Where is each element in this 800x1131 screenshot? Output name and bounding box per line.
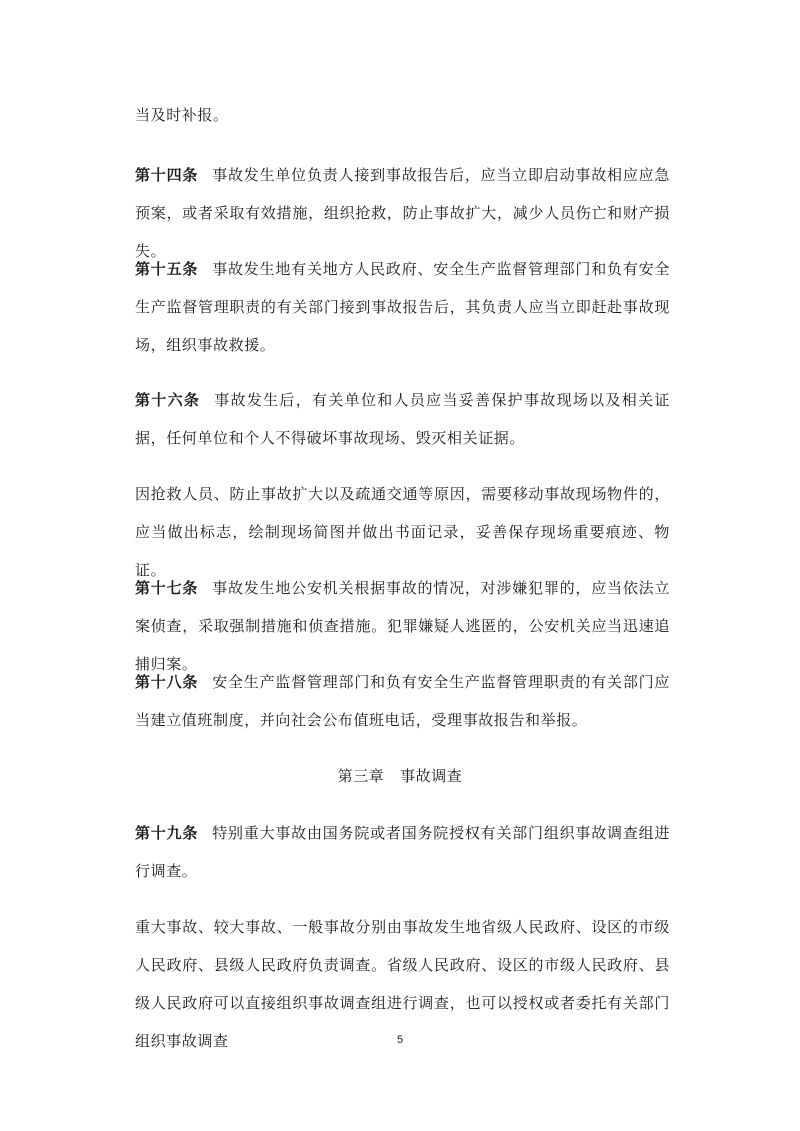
- paragraph-text: 当及时补报。: [135, 106, 229, 124]
- paragraph-text: 重大事故、较大事故、一般事故分别由事故发生地省级人民政府、设区的市级人民政府、县级人民政府负责调查。省级人民政府、设区的市级人民政府、县级人民政府可以直接组织事故调查组进行调查，也可以授权或者委托有关部门组织事故调查: [135, 918, 670, 1050]
- paragraph-text: 因抢救人员、防止事故扩大以及疏通交通等原因，需要移动事故现场物件的，应当做出标志，绘制现场简图并做出书面记录，妥善保存现场重要痕迹、物证。: [135, 485, 670, 579]
- article-15: [135, 250, 670, 364]
- article-number: 第十六条: [135, 391, 201, 409]
- paragraph-text: 安全生产监督管理部门和负有安全生产监督管理职责的有关部门应当建立值班制度，并向社会公布值班电话，受理事故报告和举报。: [135, 673, 671, 729]
- article-number: 第十九条: [135, 824, 199, 842]
- article-number: 第十四条: [135, 166, 199, 184]
- article-19: [135, 814, 670, 890]
- page-number: 5: [396, 1034, 404, 1046]
- paragraph-continuation: [135, 96, 670, 134]
- chapter-title: 第三章 事故调查: [337, 767, 463, 785]
- article-number: 第十七条: [135, 579, 199, 597]
- paragraph-text: 特别重大事故由国务院或者国务院授权有关部门组织事故调查组进行调查。: [135, 824, 671, 880]
- paragraph-text: 事故发生地有关地方人民政府、安全生产监督管理部门和负有安全生产监督管理职责的有关部门接到事故报告后，其负责人应当立即赶赴事故现场，组织事故救援。: [135, 260, 671, 354]
- article-18: [135, 663, 670, 739]
- paragraph-text: 事故发生地公安机关根据事故的情况，对涉嫌犯罪的，应当依法立案侦查，采取强制措施和侦查措施。犯罪嫌疑人逃匿的，公安机关应当迅速追捕归案。: [135, 579, 671, 673]
- paragraph-text: 事故发生单位负责人接到事故报告后，应当立即启动事故相应应急预案，或者采取有效措施，组织抢救，防止事故扩大，减少人员伤亡和财产损失。: [135, 166, 671, 260]
- article-number: 第十八条: [135, 673, 199, 691]
- paragraph-text: 事故发生后，有关单位和人员应当妥善保护事故现场以及相关证据，任何单位和个人不得破坏事故现场、毁灭相关证据。: [135, 391, 670, 447]
- article-16: [135, 381, 670, 457]
- article-number: 第十五条: [135, 260, 199, 278]
